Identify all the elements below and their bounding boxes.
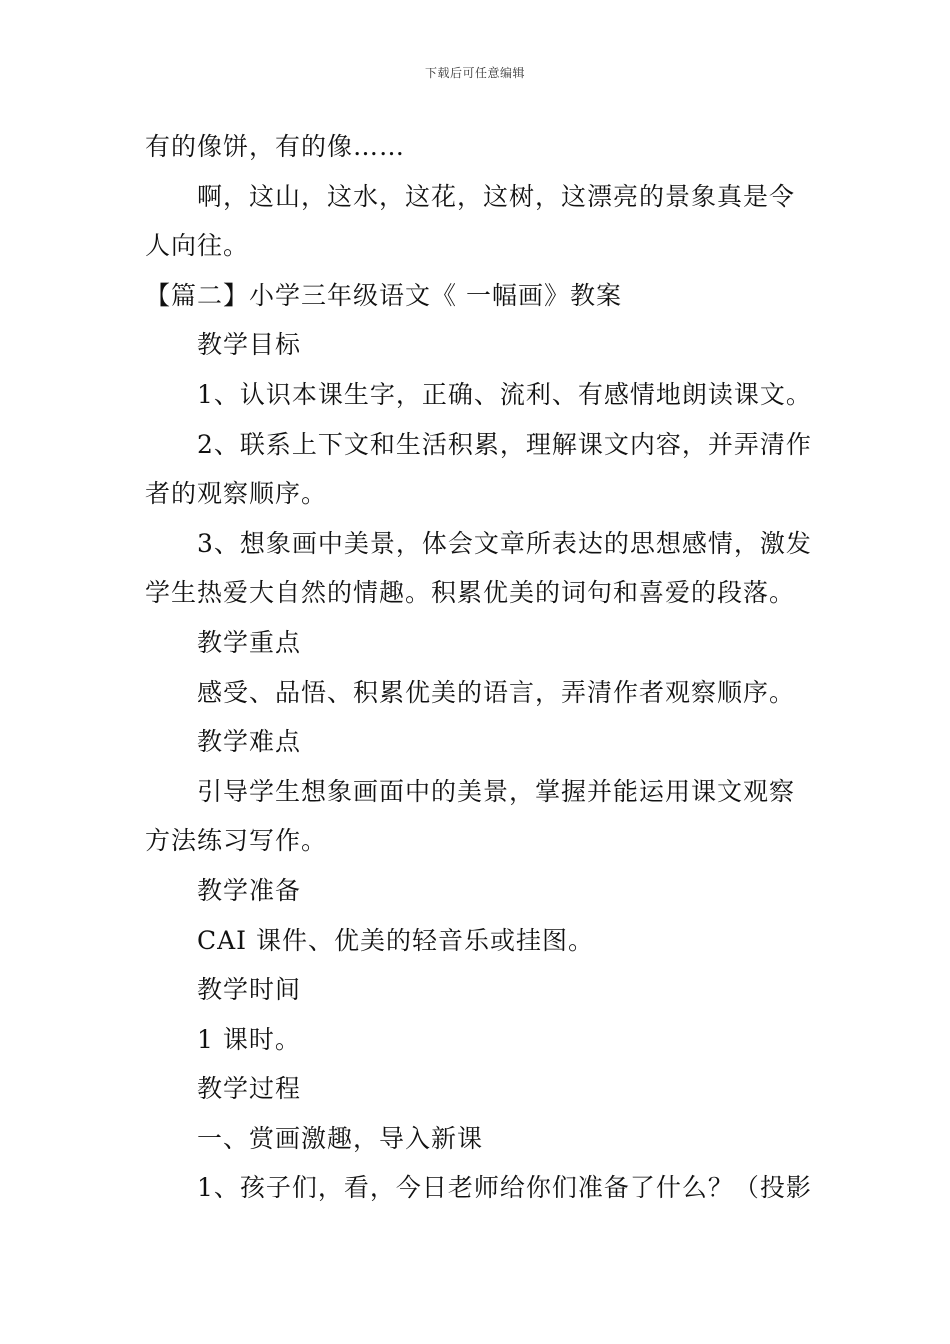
subheading: 教学重点 <box>197 627 302 657</box>
section-heading: 【篇二】小学三年级语文《 一幅画》教案 <box>145 280 622 310</box>
subheading: 教学目标 <box>197 330 302 360</box>
text-line: 1、认识本课生字，正确、流利、有感情地朗读课文。 <box>197 379 812 409</box>
text-line: 方法练习写作。 <box>145 826 328 856</box>
text-line: 人向往。 <box>145 231 250 261</box>
text-line: 啊，这山，这水，这花，这树，这漂亮的景象真是令 <box>197 181 796 211</box>
text-line: 3、想象画中美景，体会文章所表达的思想感情，激发 <box>197 528 812 558</box>
text-line: 学生热爱大自然的情趣。积累优美的词句和喜爱的段落。 <box>145 578 796 608</box>
text-line: 1、孩子们，看，今日老师给你们准备了什么？（投影 <box>197 1173 812 1203</box>
text-line: CAI 课件、优美的轻音乐或挂图。 <box>197 925 595 955</box>
subheading: 教学难点 <box>197 727 302 757</box>
text-line: 感受、品悟、积累优美的语言，弄清作者观察顺序。 <box>197 677 796 707</box>
page-header-note: 下载后可任意编辑 <box>424 66 525 80</box>
text-line: 引导学生想象画面中的美景，掌握并能运用课文观察 <box>197 776 796 806</box>
text-line: 一、赏画激趣，导入新课 <box>197 1123 484 1153</box>
text-line: 2、联系上下文和生活积累，理解课文内容，并弄清作 <box>197 429 812 459</box>
subheading: 教学时间 <box>197 975 302 1005</box>
text-line: 有的像饼，有的像…… <box>145 132 406 161</box>
subheading: 教学过程 <box>197 1074 302 1104</box>
subheading: 教学准备 <box>197 875 302 905</box>
text-line: 1 课时。 <box>197 1024 301 1054</box>
document-body <box>145 122 813 1213</box>
text-line: 者的观察顺序。 <box>145 479 328 509</box>
